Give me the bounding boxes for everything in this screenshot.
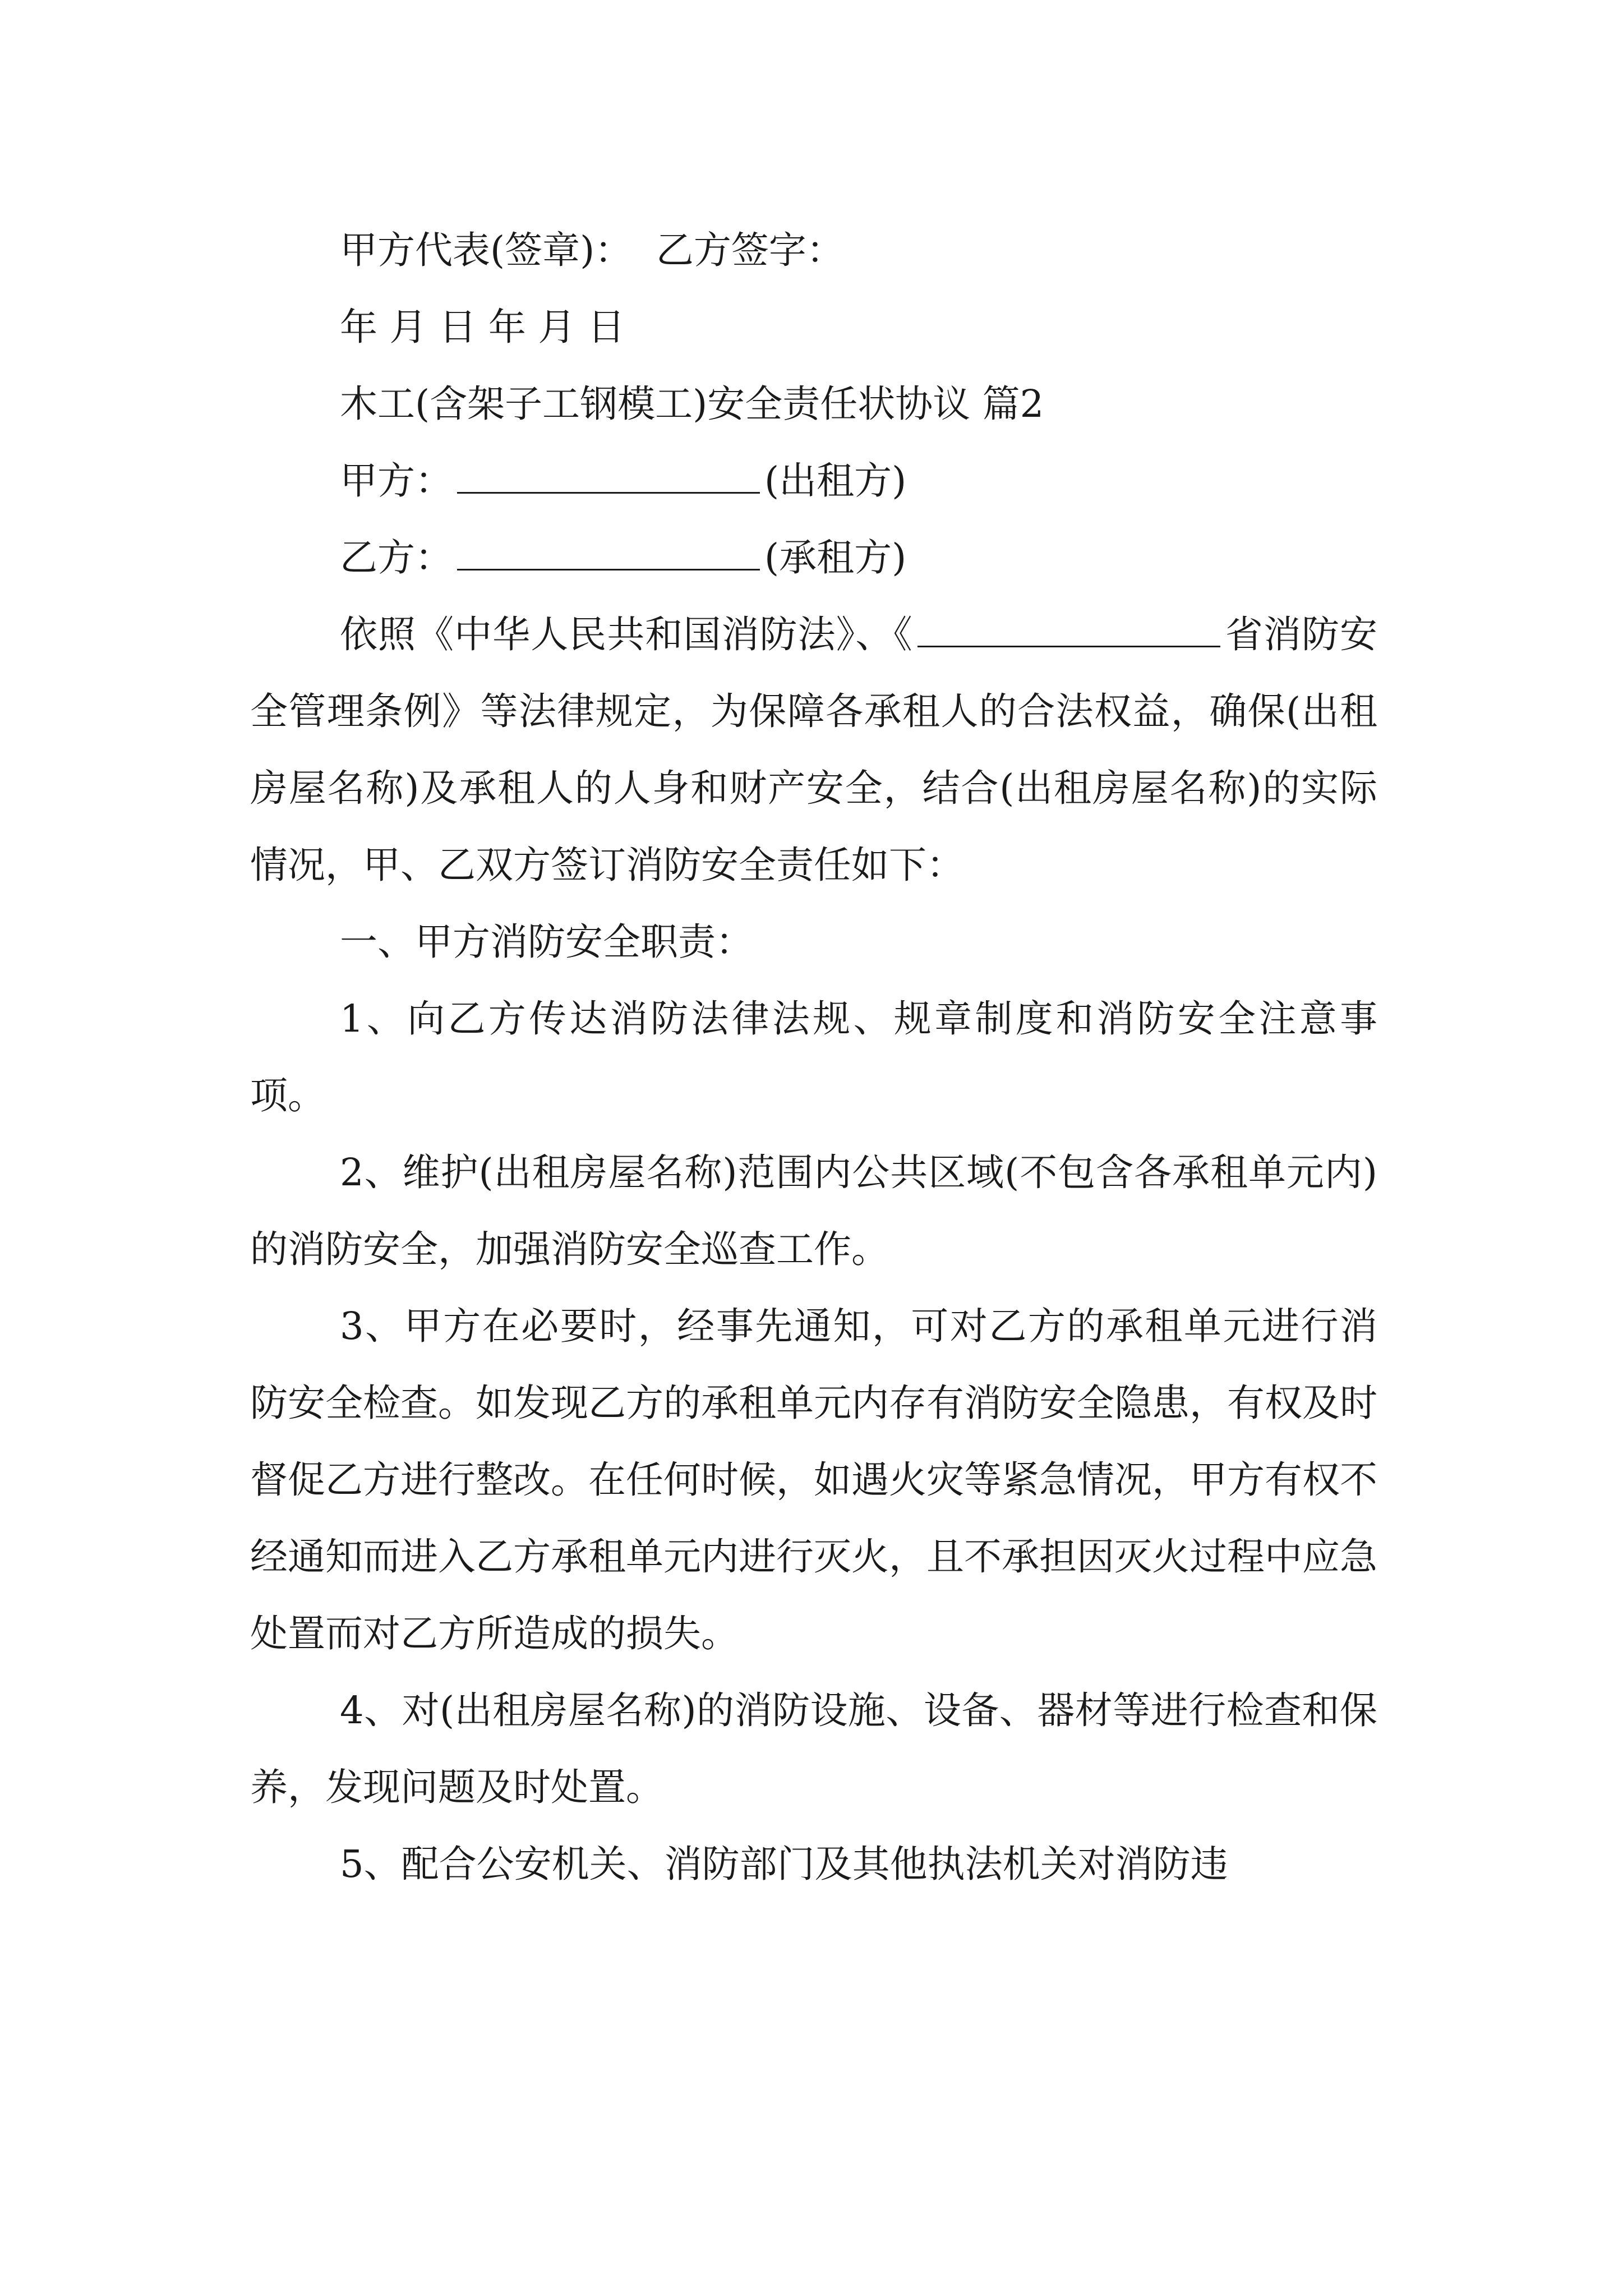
party-b-sign-label: 乙方签字： — [656, 228, 844, 272]
party-a-label: 甲方： — [340, 459, 453, 503]
list-item: 1、向乙方传达消防法律法规、规章制度和消防安全注意事项。 — [250, 997, 1377, 1117]
party-a-role: (出租方) — [764, 459, 907, 503]
party-a-line — [250, 443, 1377, 519]
signature-line — [250, 212, 1377, 289]
party-b-line — [250, 519, 1377, 596]
intro-before-blank: 依照《中华人民共和国消防法》、《 — [340, 613, 913, 656]
list-item: 3、甲方在必要时，经事先通知，可对乙方的承租单元进行消防安全检查。如发现乙方的承租单元内存有消防安全隐患，有权及时督促乙方进行整改。在任何时候，如遇火灾等紧急情况，甲方有权不经通知而进入乙方承租单元内进行灭火，且不承担因灭火过程中应急处置而对乙方所造成的损失。 — [250, 1304, 1377, 1655]
party-b-blank — [457, 536, 760, 570]
party-a-blank — [457, 459, 760, 494]
date-line: 年 月 日 年 月 日 — [340, 305, 625, 349]
intro-paragraph — [250, 596, 1377, 904]
heading-party-a-duties: 一、甲方消防安全职责： — [340, 920, 753, 964]
section-title: 木工(含架子工钢模工)安全责任状协议 篇2 — [340, 382, 1044, 426]
list-item: 2、维护(出租房屋名称)范围内公共区域(不包含各承租单元内)的消防安全，加强消防安全巡查工作。 — [250, 1151, 1377, 1271]
list-item: 5、配合公安机关、消防部门及其他执法机关对消防违 — [340, 1842, 1228, 1886]
party-b-role: (承租方) — [764, 536, 907, 579]
intro-after-blank: 省消防安全管理条例》等法律规定，为保障各承租人的合法权益，确保(出租房屋名称)及承租人的人身和财产安全，结合(出租房屋名称)的实际情况，甲、乙双方签订消防安全责任如下： — [250, 613, 1378, 887]
party-a-rep-label: 甲方代表(签章)： — [340, 228, 633, 272]
province-blank — [917, 613, 1220, 647]
document-body — [250, 212, 1377, 1903]
list-item: 4、对(出租房屋名称)的消防设施、设备、器材等进行检查和保养，发现问题及时处置。 — [250, 1688, 1377, 1809]
party-b-label: 乙方： — [340, 536, 453, 579]
